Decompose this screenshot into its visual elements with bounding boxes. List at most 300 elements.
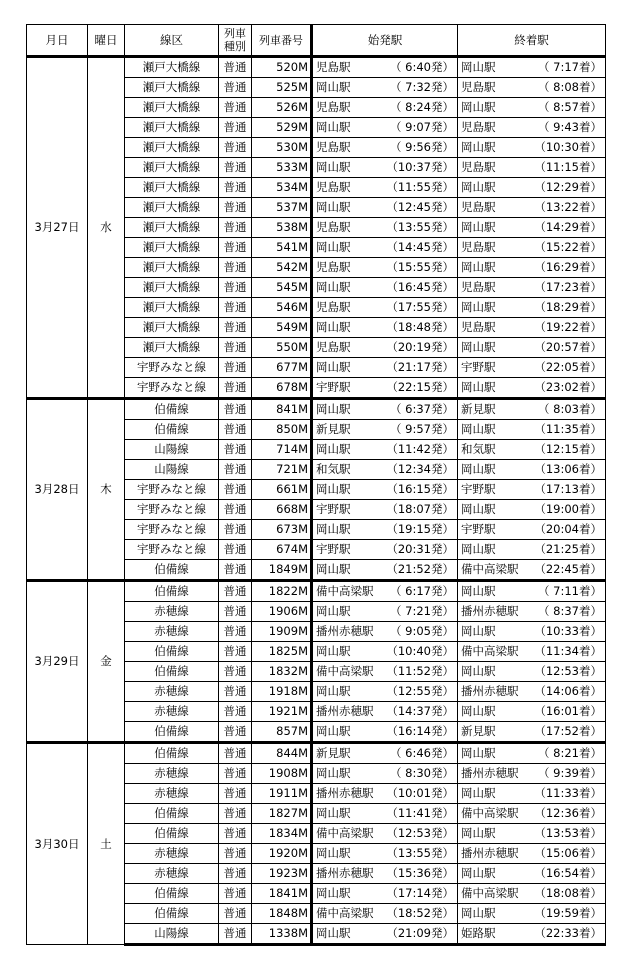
date-cell: 3月27日 xyxy=(27,57,88,399)
train-kind-cell: 普通 xyxy=(219,540,252,560)
train-kind-cell: 普通 xyxy=(219,702,252,722)
departure-cell xyxy=(312,138,458,158)
line-cell: 瀬戸大橋線 xyxy=(125,198,219,218)
arrival-station: 新見駅 xyxy=(461,402,496,416)
line-cell: 伯備線 xyxy=(125,743,219,764)
arrival-cell xyxy=(458,784,606,804)
header-arrival: 終着駅 xyxy=(458,25,606,57)
departure-station: 岡山駅 xyxy=(316,80,351,94)
line-cell: 瀬戸大橋線 xyxy=(125,158,219,178)
header-departure: 始発駅 xyxy=(312,25,458,57)
arrival-station: 岡山駅 xyxy=(461,786,496,800)
arrival-time: （15:06着） xyxy=(534,846,602,860)
arrival-station: 岡山駅 xyxy=(461,300,496,314)
departure-time: （16:45発） xyxy=(386,280,454,294)
train-number-cell: 1822M xyxy=(252,581,312,602)
arrival-time: （22:45着） xyxy=(534,562,602,576)
line-cell: 伯備線 xyxy=(125,642,219,662)
arrival-time: （ 8:21着） xyxy=(538,746,602,760)
departure-cell xyxy=(312,338,458,358)
train-kind-cell: 普通 xyxy=(219,298,252,318)
weekday-cell: 金 xyxy=(88,581,125,743)
arrival-time: （ 8:08着） xyxy=(538,80,602,94)
departure-time: （ 6:17発） xyxy=(390,584,454,598)
arrival-cell xyxy=(458,238,606,258)
table-row xyxy=(27,57,606,78)
train-number-cell: 1906M xyxy=(252,602,312,622)
arrival-cell xyxy=(458,57,606,78)
arrival-time: （22:05着） xyxy=(534,360,602,374)
train-number-cell: 542M xyxy=(252,258,312,278)
line-cell: 宇野みなと線 xyxy=(125,480,219,500)
arrival-station: 岡山駅 xyxy=(461,664,496,678)
arrival-station: 岡山駅 xyxy=(461,542,496,556)
line-cell: 伯備線 xyxy=(125,399,219,420)
arrival-station: 岡山駅 xyxy=(461,180,496,194)
departure-time: （14:45発） xyxy=(386,240,454,254)
departure-time: （11:55発） xyxy=(386,180,454,194)
train-number-cell: 850M xyxy=(252,420,312,440)
arrival-time: （19:22着） xyxy=(534,320,602,334)
arrival-time: （12:29着） xyxy=(534,180,602,194)
train-kind-cell: 普通 xyxy=(219,218,252,238)
arrival-time: （ 8:37着） xyxy=(538,604,602,618)
train-number-cell: 674M xyxy=(252,540,312,560)
arrival-station: 姫路駅 xyxy=(461,926,496,940)
train-kind-cell: 普通 xyxy=(219,560,252,581)
departure-time: （17:14発） xyxy=(386,886,454,900)
arrival-time: （16:01着） xyxy=(534,704,602,718)
arrival-time: （11:35着） xyxy=(534,422,602,436)
train-number-cell: 1825M xyxy=(252,642,312,662)
arrival-station: 岡山駅 xyxy=(461,826,496,840)
departure-cell xyxy=(312,460,458,480)
header-dow: 曜日 xyxy=(88,25,125,57)
departure-cell xyxy=(312,378,458,399)
departure-time: （ 7:21発） xyxy=(390,604,454,618)
arrival-station: 宇野駅 xyxy=(461,482,496,496)
table-row xyxy=(27,581,606,602)
train-number-cell: 525M xyxy=(252,78,312,98)
arrival-station: 備中高梁駅 xyxy=(461,644,519,658)
line-cell: 瀬戸大橋線 xyxy=(125,258,219,278)
departure-station: 岡山駅 xyxy=(316,120,351,134)
header-train-number: 列車番号 xyxy=(252,25,312,57)
arrival-cell xyxy=(458,98,606,118)
line-cell: 瀬戸大橋線 xyxy=(125,57,219,78)
arrival-time: （14:06着） xyxy=(534,684,602,698)
arrival-station: 岡山駅 xyxy=(461,866,496,880)
departure-cell xyxy=(312,238,458,258)
departure-station: 岡山駅 xyxy=(316,644,351,658)
departure-cell xyxy=(312,581,458,602)
weekday-cell: 木 xyxy=(88,399,125,581)
arrival-time: （18:29着） xyxy=(534,300,602,314)
line-cell: 伯備線 xyxy=(125,904,219,924)
arrival-cell xyxy=(458,278,606,298)
arrival-station: 播州赤穂駅 xyxy=(461,684,519,698)
departure-time: （ 8:24発） xyxy=(390,100,454,114)
train-kind-cell: 普通 xyxy=(219,480,252,500)
arrival-station: 岡山駅 xyxy=(461,220,496,234)
departure-time: （20:31発） xyxy=(386,542,454,556)
departure-cell xyxy=(312,500,458,520)
arrival-time: （10:33着） xyxy=(534,624,602,638)
departure-time: （17:55発） xyxy=(386,300,454,314)
departure-cell xyxy=(312,560,458,581)
departure-station: 岡山駅 xyxy=(316,360,351,374)
arrival-cell xyxy=(458,884,606,904)
arrival-cell xyxy=(458,460,606,480)
departure-time: （ 9:57発） xyxy=(390,422,454,436)
train-number-cell: 537M xyxy=(252,198,312,218)
departure-cell xyxy=(312,158,458,178)
train-number-cell: 677M xyxy=(252,358,312,378)
arrival-cell xyxy=(458,602,606,622)
line-cell: 瀬戸大橋線 xyxy=(125,98,219,118)
train-kind-cell: 普通 xyxy=(219,399,252,420)
arrival-cell xyxy=(458,378,606,399)
departure-station: 岡山駅 xyxy=(316,200,351,214)
arrival-station: 児島駅 xyxy=(461,160,496,174)
line-cell: 伯備線 xyxy=(125,662,219,682)
train-kind-cell: 普通 xyxy=(219,764,252,784)
departure-time: （ 6:37発） xyxy=(390,402,454,416)
departure-cell xyxy=(312,924,458,945)
train-number-cell: 546M xyxy=(252,298,312,318)
line-cell: 山陽線 xyxy=(125,924,219,945)
arrival-station: 岡山駅 xyxy=(461,906,496,920)
arrival-time: （16:54着） xyxy=(534,866,602,880)
arrival-cell xyxy=(458,764,606,784)
arrival-station: 岡山駅 xyxy=(461,380,496,394)
departure-station: 児島駅 xyxy=(316,260,351,274)
header-train-kind-line2: 種別 xyxy=(224,40,246,53)
departure-cell xyxy=(312,844,458,864)
line-cell: 伯備線 xyxy=(125,722,219,743)
departure-time: （10:01発） xyxy=(386,786,454,800)
train-number-cell: 673M xyxy=(252,520,312,540)
departure-time: （22:15発） xyxy=(386,380,454,394)
arrival-time: （14:29着） xyxy=(534,220,602,234)
departure-cell xyxy=(312,824,458,844)
arrival-station: 児島駅 xyxy=(461,200,496,214)
train-kind-cell: 普通 xyxy=(219,440,252,460)
departure-station: 播州赤穂駅 xyxy=(316,786,374,800)
train-kind-cell: 普通 xyxy=(219,278,252,298)
table-row xyxy=(27,399,606,420)
departure-time: （20:19発） xyxy=(386,340,454,354)
arrival-station: 播州赤穂駅 xyxy=(461,766,519,780)
departure-time: （14:37発） xyxy=(386,704,454,718)
arrival-time: （11:33着） xyxy=(534,786,602,800)
departure-station: 岡山駅 xyxy=(316,684,351,698)
train-number-cell: 857M xyxy=(252,722,312,743)
departure-time: （16:15発） xyxy=(386,482,454,496)
arrival-station: 岡山駅 xyxy=(461,624,496,638)
train-kind-cell: 普通 xyxy=(219,743,252,764)
train-number-cell: 721M xyxy=(252,460,312,480)
day-group xyxy=(27,743,606,945)
arrival-time: （17:13着） xyxy=(534,482,602,496)
departure-station: 宇野駅 xyxy=(316,380,351,394)
departure-station: 備中高梁駅 xyxy=(316,906,374,920)
departure-time: （21:52発） xyxy=(386,562,454,576)
departure-station: 児島駅 xyxy=(316,180,351,194)
arrival-station: 備中高梁駅 xyxy=(461,886,519,900)
header-row xyxy=(27,25,606,57)
departure-station: 新見駅 xyxy=(316,746,351,760)
arrival-station: 備中高梁駅 xyxy=(461,562,519,576)
train-number-cell: 1849M xyxy=(252,560,312,581)
arrival-time: （10:30着） xyxy=(534,140,602,154)
header-date: 月日 xyxy=(27,25,88,57)
train-number-cell: 1920M xyxy=(252,844,312,864)
departure-station: 岡山駅 xyxy=(316,482,351,496)
arrival-station: 和気駅 xyxy=(461,442,496,456)
departure-cell xyxy=(312,178,458,198)
train-kind-cell: 普通 xyxy=(219,581,252,602)
arrival-station: 岡山駅 xyxy=(461,60,496,74)
line-cell: 宇野みなと線 xyxy=(125,378,219,399)
arrival-cell xyxy=(458,844,606,864)
date-cell: 3月28日 xyxy=(27,399,88,581)
departure-time: （18:48発） xyxy=(386,320,454,334)
arrival-station: 岡山駅 xyxy=(461,584,496,598)
arrival-station: 岡山駅 xyxy=(461,704,496,718)
departure-cell xyxy=(312,440,458,460)
departure-time: （12:53発） xyxy=(386,826,454,840)
departure-time: （19:15発） xyxy=(386,522,454,536)
arrival-cell xyxy=(458,218,606,238)
arrival-time: （16:29着） xyxy=(534,260,602,274)
departure-cell xyxy=(312,420,458,440)
departure-time: （ 9:56発） xyxy=(390,140,454,154)
departure-station: 岡山駅 xyxy=(316,280,351,294)
arrival-station: 岡山駅 xyxy=(461,502,496,516)
arrival-time: （23:02着） xyxy=(534,380,602,394)
train-kind-cell: 普通 xyxy=(219,884,252,904)
arrival-cell xyxy=(458,581,606,602)
arrival-time: （21:25着） xyxy=(534,542,602,556)
arrival-station: 播州赤穂駅 xyxy=(461,604,519,618)
arrival-time: （19:59着） xyxy=(534,906,602,920)
arrival-time: （19:00着） xyxy=(534,502,602,516)
train-number-cell: 844M xyxy=(252,743,312,764)
line-cell: 伯備線 xyxy=(125,420,219,440)
arrival-station: 児島駅 xyxy=(461,80,496,94)
departure-time: （18:07発） xyxy=(386,502,454,516)
departure-cell xyxy=(312,662,458,682)
table-header xyxy=(27,25,606,57)
train-number-cell: 714M xyxy=(252,440,312,460)
train-number-cell: 1841M xyxy=(252,884,312,904)
departure-cell xyxy=(312,278,458,298)
departure-time: （ 8:30発） xyxy=(390,766,454,780)
departure-time: （15:36発） xyxy=(386,866,454,880)
train-kind-cell: 普通 xyxy=(219,238,252,258)
arrival-station: 児島駅 xyxy=(461,240,496,254)
departure-time: （11:52発） xyxy=(386,664,454,678)
departure-cell xyxy=(312,784,458,804)
departure-cell xyxy=(312,57,458,78)
departure-cell xyxy=(312,904,458,924)
departure-station: 岡山駅 xyxy=(316,724,351,738)
departure-cell xyxy=(312,399,458,420)
arrival-time: （12:15着） xyxy=(534,442,602,456)
line-cell: 伯備線 xyxy=(125,804,219,824)
train-number-cell: 678M xyxy=(252,378,312,399)
arrival-time: （13:53着） xyxy=(534,826,602,840)
departure-station: 児島駅 xyxy=(316,340,351,354)
train-number-cell: 1832M xyxy=(252,662,312,682)
line-cell: 赤穂線 xyxy=(125,784,219,804)
departure-cell xyxy=(312,318,458,338)
train-number-cell: 1918M xyxy=(252,682,312,702)
arrival-cell xyxy=(458,622,606,642)
line-cell: 赤穂線 xyxy=(125,622,219,642)
departure-time: （15:55発） xyxy=(386,260,454,274)
day-group xyxy=(27,399,606,581)
train-kind-cell: 普通 xyxy=(219,784,252,804)
departure-station: 備中高梁駅 xyxy=(316,584,374,598)
arrival-time: （22:33着） xyxy=(534,926,602,940)
arrival-cell xyxy=(458,318,606,338)
train-kind-cell: 普通 xyxy=(219,158,252,178)
arrival-cell xyxy=(458,158,606,178)
train-number-cell: 530M xyxy=(252,138,312,158)
line-cell: 宇野みなと線 xyxy=(125,358,219,378)
line-cell: 赤穂線 xyxy=(125,682,219,702)
departure-station: 播州赤穂駅 xyxy=(316,624,374,638)
arrival-time: （12:36着） xyxy=(534,806,602,820)
train-kind-cell: 普通 xyxy=(219,98,252,118)
departure-station: 岡山駅 xyxy=(316,320,351,334)
header-train-kind-line1: 列車 xyxy=(224,27,246,40)
departure-station: 宇野駅 xyxy=(316,542,351,556)
departure-station: 児島駅 xyxy=(316,300,351,314)
departure-cell xyxy=(312,702,458,722)
departure-station: 備中高梁駅 xyxy=(316,826,374,840)
departure-time: （13:55発） xyxy=(386,220,454,234)
weekday-cell: 土 xyxy=(88,743,125,945)
line-cell: 山陽線 xyxy=(125,460,219,480)
arrival-cell xyxy=(458,118,606,138)
departure-time: （12:34発） xyxy=(386,462,454,476)
arrival-cell xyxy=(458,864,606,884)
arrival-station: 岡山駅 xyxy=(461,340,496,354)
departure-time: （11:42発） xyxy=(386,442,454,456)
departure-station: 児島駅 xyxy=(316,100,351,114)
train-number-cell: 1834M xyxy=(252,824,312,844)
train-kind-cell: 普通 xyxy=(219,420,252,440)
train-kind-cell: 普通 xyxy=(219,682,252,702)
date-cell: 3月30日 xyxy=(27,743,88,945)
departure-cell xyxy=(312,743,458,764)
train-kind-cell: 普通 xyxy=(219,338,252,358)
departure-cell xyxy=(312,198,458,218)
header-line: 線区 xyxy=(125,25,219,57)
departure-cell xyxy=(312,682,458,702)
departure-station: 和気駅 xyxy=(316,462,351,476)
arrival-cell xyxy=(458,198,606,218)
train-number-cell: 841M xyxy=(252,399,312,420)
arrival-station: 児島駅 xyxy=(461,280,496,294)
arrival-station: 岡山駅 xyxy=(461,746,496,760)
line-cell: 宇野みなと線 xyxy=(125,500,219,520)
header-train-kind xyxy=(219,25,252,57)
line-cell: 伯備線 xyxy=(125,824,219,844)
arrival-station: 宇野駅 xyxy=(461,360,496,374)
departure-station: 岡山駅 xyxy=(316,604,351,618)
train-kind-cell: 普通 xyxy=(219,602,252,622)
arrival-station: 岡山駅 xyxy=(461,462,496,476)
train-number-cell: 538M xyxy=(252,218,312,238)
arrival-station: 岡山駅 xyxy=(461,100,496,114)
arrival-cell xyxy=(458,682,606,702)
line-cell: 瀬戸大橋線 xyxy=(125,218,219,238)
arrival-station: 岡山駅 xyxy=(461,422,496,436)
train-kind-cell: 普通 xyxy=(219,358,252,378)
departure-cell xyxy=(312,480,458,500)
departure-cell xyxy=(312,722,458,743)
departure-time: （ 6:46発） xyxy=(390,746,454,760)
arrival-cell xyxy=(458,78,606,98)
arrival-station: 児島駅 xyxy=(461,120,496,134)
train-schedule-table xyxy=(26,24,606,946)
line-cell: 瀬戸大橋線 xyxy=(125,278,219,298)
departure-station: 岡山駅 xyxy=(316,846,351,860)
train-number-cell: 668M xyxy=(252,500,312,520)
departure-time: （ 6:40発） xyxy=(390,60,454,74)
arrival-time: （11:34着） xyxy=(534,644,602,658)
line-cell: 赤穂線 xyxy=(125,764,219,784)
departure-station: 岡山駅 xyxy=(316,562,351,576)
table-row xyxy=(27,743,606,764)
train-kind-cell: 普通 xyxy=(219,258,252,278)
departure-cell xyxy=(312,298,458,318)
arrival-cell xyxy=(458,358,606,378)
arrival-cell xyxy=(458,520,606,540)
train-kind-cell: 普通 xyxy=(219,642,252,662)
arrival-cell xyxy=(458,440,606,460)
arrival-time: （ 8:03着） xyxy=(538,402,602,416)
train-number-cell: 1908M xyxy=(252,764,312,784)
train-number-cell: 529M xyxy=(252,118,312,138)
train-kind-cell: 普通 xyxy=(219,804,252,824)
arrival-cell xyxy=(458,480,606,500)
train-kind-cell: 普通 xyxy=(219,378,252,399)
departure-station: 播州赤穂駅 xyxy=(316,866,374,880)
train-kind-cell: 普通 xyxy=(219,57,252,78)
departure-time: （10:37発） xyxy=(386,160,454,174)
departure-station: 岡山駅 xyxy=(316,886,351,900)
departure-time: （10:40発） xyxy=(386,644,454,658)
departure-station: 宇野駅 xyxy=(316,502,351,516)
departure-station: 岡山駅 xyxy=(316,766,351,780)
departure-station: 児島駅 xyxy=(316,60,351,74)
departure-station: 岡山駅 xyxy=(316,442,351,456)
arrival-cell xyxy=(458,420,606,440)
day-group xyxy=(27,581,606,743)
line-cell: 伯備線 xyxy=(125,560,219,581)
departure-cell xyxy=(312,642,458,662)
train-kind-cell: 普通 xyxy=(219,500,252,520)
train-number-cell: 1338M xyxy=(252,924,312,945)
line-cell: 瀬戸大橋線 xyxy=(125,338,219,358)
line-cell: 山陽線 xyxy=(125,440,219,460)
arrival-time: （ 7:17着） xyxy=(538,60,602,74)
